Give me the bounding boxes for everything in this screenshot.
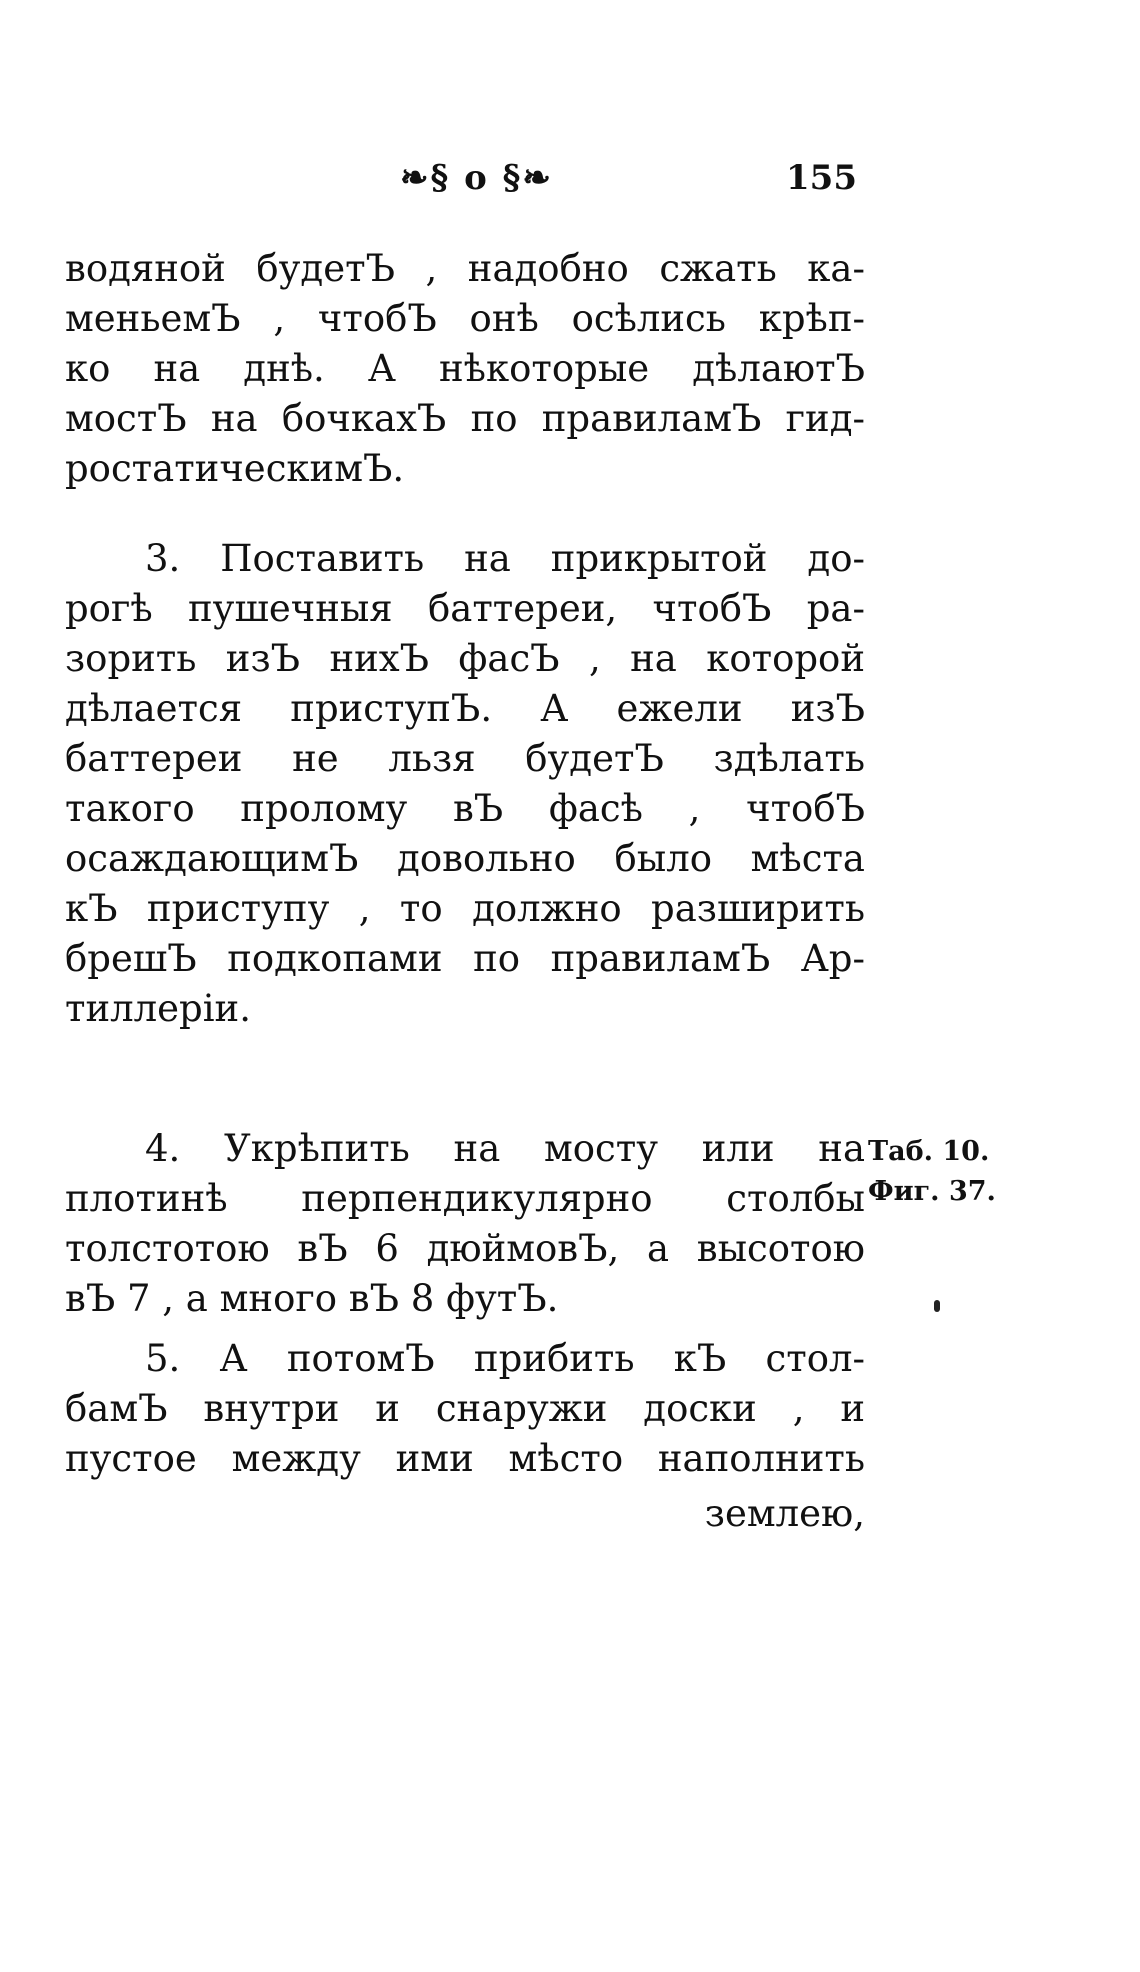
text-line: 4. Укрѣпить на мосту или на	[145, 1127, 865, 1170]
text-line: ростатическимЪ.	[65, 447, 405, 490]
text-line: бамЪ внутри и снаружи доски , и	[65, 1387, 865, 1430]
margin-note-table: Таб. 10.	[868, 1136, 990, 1167]
text-line: кЪ приступу , то должно разширить	[65, 887, 865, 930]
text-line: 3. Поставить на прикрытой до-	[145, 537, 865, 580]
text-line: мостЪ на бочкахЪ по правиламЪ гид-	[65, 397, 865, 440]
text-line: брешЪ подкопами по правиламЪ Ар-	[65, 937, 865, 980]
ink-speck	[934, 1300, 940, 1312]
text-line: баттереи не льзя будетЪ здѣлать	[65, 737, 865, 780]
margin-note-figure: Фиг. 37.	[868, 1176, 996, 1207]
text-line: пустое между ими мѣсто наполнить	[65, 1437, 865, 1480]
text-line: толстотою вЪ 6 дюймовЪ, а высотою	[65, 1227, 865, 1270]
text-line: вЪ 7 , а много вЪ 8 футЪ.	[65, 1277, 559, 1320]
text-line: осаждающимЪ довольно было мѣста	[65, 837, 865, 880]
text-line: ко на днѣ. А нѣкоторые дѣлаютЪ	[65, 347, 865, 390]
text-line: зорить изЪ нихЪ фасЪ , на которой	[65, 637, 865, 680]
header-ornament: ❧§ o §❧	[400, 158, 553, 198]
text-line: такого пролому вЪ фасѣ , чтобЪ	[65, 787, 865, 830]
text-line: тиллерiи.	[65, 987, 251, 1030]
catchword: землею,	[704, 1492, 865, 1535]
page-number: 155	[786, 158, 857, 198]
text-line: 5. А потомЪ прибить кЪ стол-	[145, 1337, 865, 1380]
text-line: плотинѣ перпендикулярно столбы	[65, 1177, 865, 1220]
text-line: водяной будетЪ , надобно сжать ка-	[65, 247, 865, 290]
text-line: рогѣ пушечныя баттереи, чтобЪ ра-	[65, 587, 865, 630]
text-line: меньемЪ , чтобЪ онѣ осѣлись крѣп-	[65, 297, 865, 340]
text-line: дѣлается приступЪ. А ежели изЪ	[65, 687, 865, 730]
